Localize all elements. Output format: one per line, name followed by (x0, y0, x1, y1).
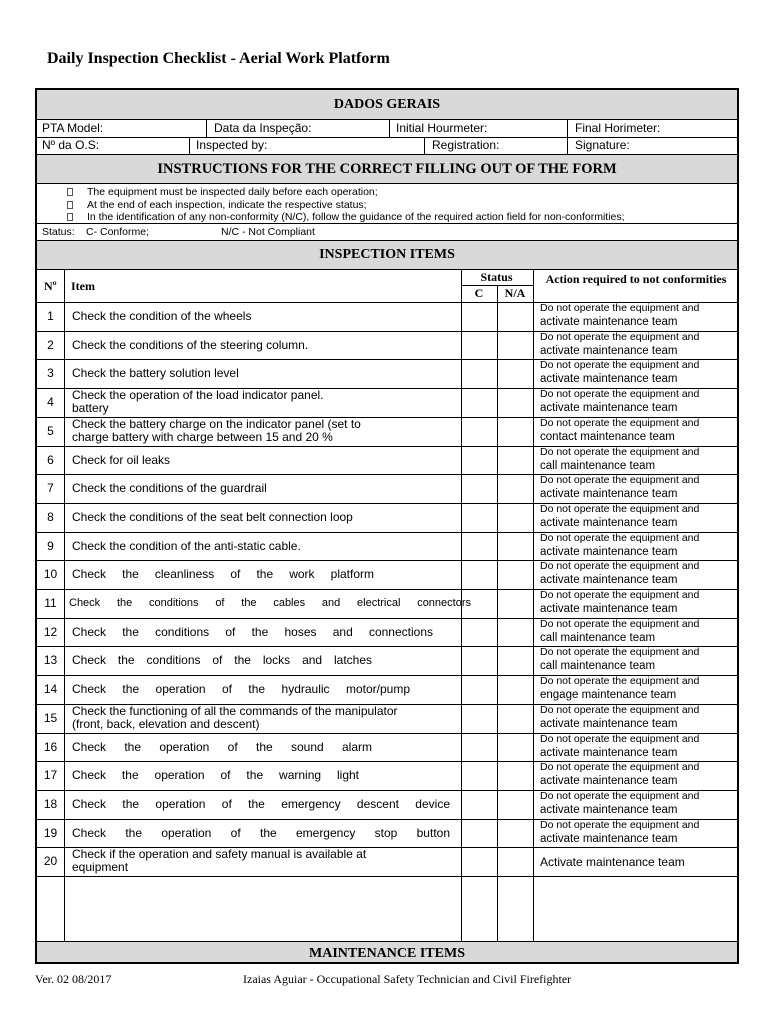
row-item-line: Check if the operation and safety manual is available at (72, 847, 367, 862)
row-number: 15 (43, 710, 58, 725)
status-na-cell[interactable] (497, 589, 533, 618)
footer-author: Izaias Aguiar - Occupational Safety Technician and Civil Firefighter (243, 972, 572, 986)
status-na-cell[interactable] (497, 560, 533, 589)
status-na-cell[interactable] (497, 302, 533, 331)
status-na-cell[interactable] (497, 646, 533, 675)
instruction-2-text: At the end of each inspection, indicate the respective status; (87, 199, 367, 211)
inspection-date-field[interactable]: Data da Inspeção: (214, 121, 312, 135)
row-action-text (540, 330, 699, 358)
final-hourmeter-field[interactable]: Final Horimeter: (575, 121, 661, 135)
status-label: Status: (42, 226, 75, 238)
action-line-2: call maintenance team (540, 631, 656, 644)
action-line-2: activate maintenance team (540, 402, 678, 415)
row-action-text (540, 502, 699, 530)
row-item-text (72, 848, 366, 874)
row-item-line: Check the operation of the load indicator panel. (72, 388, 324, 403)
status-c-cell[interactable] (461, 618, 497, 647)
instruction-1 (67, 185, 378, 199)
status-c-cell[interactable] (461, 646, 497, 675)
row-action-text (540, 387, 699, 415)
row-action-text (540, 732, 699, 760)
action-line-2: activate maintenance team (540, 603, 678, 615)
status-c-cell[interactable] (461, 675, 497, 704)
action-line-1: Do not operate the equipment and (540, 416, 700, 429)
row-action-text (540, 703, 699, 731)
action-line-1: Do not operate the equipment and (540, 531, 700, 544)
status-c-cell[interactable] (461, 388, 497, 417)
column-status-header: Status (480, 270, 513, 284)
checkbox-icon (67, 201, 73, 209)
instruction-3 (67, 210, 625, 224)
row-number: 19 (43, 825, 58, 840)
status-na-cell[interactable] (497, 417, 533, 446)
row-number: 3 (47, 366, 54, 381)
row-item-text: Check the conditions of the guardrail (72, 481, 267, 496)
action-line-1: Do not operate the equipment and (540, 818, 700, 831)
row-number: 7 (47, 481, 54, 496)
row-item-text: Check the cleanliness of the work platform (72, 567, 374, 582)
row-item-text: Check the battery solution level (72, 366, 239, 381)
inspected-by-field[interactable]: Inspected by: (196, 138, 268, 152)
action-line-2: activate maintenance team (540, 746, 678, 759)
action-line-1: Do not operate the equipment and (540, 789, 700, 802)
status-not-compliant: N/C - Not Compliant (221, 226, 315, 238)
pta-model-field[interactable]: PTA Model: (42, 121, 104, 135)
status-na-cell[interactable] (497, 446, 533, 475)
row-action-text (540, 473, 699, 501)
status-na-cell[interactable] (497, 761, 533, 790)
status-na-cell[interactable] (497, 675, 533, 704)
row-item-text: Check the operation of the sound alarm (72, 739, 372, 754)
action-line-2: call maintenance team (540, 660, 656, 673)
action-line-2: activate maintenance team (540, 803, 678, 816)
row-action-text (540, 358, 699, 386)
row-action-text (540, 617, 699, 645)
row-item-text: Check the operation of the emergency stop button (72, 825, 450, 840)
column-na-header: N/A (504, 286, 526, 300)
row-item-text: Check the operation of the hydraulic motor/pump (72, 682, 410, 697)
status-c-cell[interactable] (461, 819, 497, 848)
row-item-line: Check the functioning of all the commands of the manipulator (72, 703, 398, 718)
checklist-form (35, 88, 739, 964)
action-line-1: Do not operate the equipment and (540, 732, 700, 745)
status-c-cell[interactable] (461, 417, 497, 446)
row-action-text: Activate maintenance team (540, 855, 685, 870)
row-action-text (540, 588, 699, 616)
action-line-2: activate maintenance team (540, 516, 678, 529)
row-number: 4 (47, 395, 54, 410)
instructions-heading: INSTRUCTIONS FOR THE CORRECT FILLING OUT OF THE FORM (37, 154, 737, 184)
row-action-text (540, 416, 699, 444)
action-line-1: Do not operate the equipment and (540, 502, 700, 515)
os-number-field[interactable]: Nº da O.S: (42, 138, 100, 152)
row-number: 14 (43, 682, 58, 697)
status-c-cell[interactable] (461, 704, 497, 733)
action-line-2: contact maintenance team (540, 430, 675, 443)
row-action-text (540, 818, 699, 846)
action-line-2: activate maintenance team (540, 344, 678, 357)
status-c-cell[interactable] (461, 560, 497, 589)
initial-hourmeter-field[interactable]: Initial Hourmeter: (396, 121, 488, 135)
action-line-1: Do not operate the equipment and (540, 560, 700, 573)
row-number: 10 (43, 567, 58, 582)
action-line-2: activate maintenance team (540, 574, 678, 587)
row-number: 16 (43, 739, 58, 754)
column-c-header: C (474, 286, 484, 300)
row-number: 18 (43, 796, 58, 811)
checkbox-icon (67, 188, 73, 196)
inspection-items-heading: INSPECTION ITEMS (37, 240, 737, 270)
row-number: 5 (47, 423, 54, 438)
status-na-cell[interactable] (497, 503, 533, 532)
row-number: 17 (43, 768, 58, 783)
action-line-2: activate maintenance team (540, 545, 678, 558)
status-c-cell[interactable] (461, 302, 497, 331)
column-action-header: Action required to not conformities (545, 272, 727, 286)
row-action-text (540, 645, 699, 673)
action-line-1: Do not operate the equipment and (540, 703, 700, 716)
status-na-cell[interactable] (497, 790, 533, 819)
status-c-cell[interactable] (461, 331, 497, 360)
row-item-text: Check the operation of the warning light (72, 768, 359, 783)
row-item-text (72, 389, 324, 415)
action-line-1: Do not operate the equipment and (540, 388, 700, 401)
status-na-cell[interactable] (497, 388, 533, 417)
action-line-2: activate maintenance team (540, 832, 678, 845)
row-action-text (540, 301, 699, 329)
row-number: 1 (47, 309, 54, 323)
row-number: 2 (47, 337, 54, 352)
status-c-cell[interactable] (461, 761, 497, 790)
row-action-text (540, 559, 699, 587)
row-item-text (72, 705, 398, 731)
row-item-line: equipment (72, 860, 129, 875)
general-data-heading: DADOS GERAIS (37, 90, 737, 120)
row-number: 11 (44, 596, 57, 610)
action-line-1: Do not operate the equipment and (540, 617, 700, 630)
row-item-line: (front, back, elevation and descent) (72, 716, 260, 731)
status-na-cell[interactable] (497, 359, 533, 388)
row-action-text (540, 531, 699, 559)
action-line-1: Do not operate the equipment and (540, 646, 700, 659)
status-na-cell[interactable] (497, 532, 533, 561)
action-line-2: activate maintenance team (540, 775, 678, 788)
row-item-text: Check the conditions of the steering column. (72, 337, 309, 352)
status-conforme: C- Conforme; (86, 226, 150, 238)
status-c-cell[interactable] (461, 359, 497, 388)
row-item-line: battery (72, 401, 109, 416)
row-action-text (540, 789, 699, 817)
status-na-cell[interactable] (497, 331, 533, 360)
row-number: 20 (43, 854, 58, 869)
row-item-text: Check for oil leaks (72, 452, 171, 467)
row-number: 13 (43, 653, 58, 668)
status-c-cell[interactable] (461, 589, 497, 618)
row-action-text (540, 674, 699, 702)
row-item-text: Check the condition of the wheels (72, 309, 252, 323)
instruction-3-text: In the identification of any non-conformity (N/C), follow the guidance of the required action field for non-conformities; (87, 211, 625, 223)
row-number: 12 (43, 624, 58, 639)
column-item-header: Item (71, 279, 95, 293)
document-title: Daily Inspection Checklist - Aerial Work Platform (47, 50, 390, 67)
column-number-header: Nº (44, 279, 57, 293)
row-action-text (540, 760, 699, 788)
status-c-cell[interactable] (461, 474, 497, 503)
status-c-cell[interactable] (461, 790, 497, 819)
status-na-cell[interactable] (497, 733, 533, 762)
row-item-text (72, 418, 361, 444)
row-item-line: charge battery with charge between 15 and 20 % (72, 429, 333, 444)
status-c-cell[interactable] (461, 446, 497, 475)
row-item-text: Check the conditions of the seat belt connection loop (72, 509, 353, 524)
row-number: 9 (47, 538, 54, 553)
status-c-cell[interactable] (461, 503, 497, 532)
checkbox-icon (67, 213, 73, 221)
action-line-2: activate maintenance team (540, 717, 678, 730)
signature-field[interactable]: Signature: (575, 138, 630, 152)
action-line-1: Do not operate the equipment and (540, 761, 700, 774)
row-item-line: Check the battery charge on the indicator panel (set to (72, 416, 361, 431)
action-line-1: Do not operate the equipment and (540, 589, 700, 601)
row-number: 8 (47, 509, 54, 524)
action-line-2: engage maintenance team (540, 689, 677, 702)
status-na-cell[interactable] (497, 704, 533, 733)
footer-version: Ver. 02 08/2017 (35, 972, 112, 986)
status-c-cell[interactable] (461, 847, 497, 876)
action-line-1: Do not operate the equipment and (540, 445, 700, 458)
status-na-cell[interactable] (497, 819, 533, 848)
row-action-text (540, 445, 699, 473)
action-line-2: activate maintenance team (540, 488, 678, 501)
row-item-text: Check the conditions of the hoses and connections (72, 624, 433, 639)
row-item-text: Check the conditions of the locks and latches (72, 653, 372, 668)
status-c-cell[interactable] (461, 532, 497, 561)
row-item-text: Check the conditions of the cables and electrical connectors (69, 597, 471, 609)
action-line-2: call maintenance team (540, 459, 656, 472)
action-line-1: Do not operate the equipment and (540, 330, 700, 343)
status-na-cell[interactable] (497, 847, 533, 876)
status-na-cell[interactable] (497, 618, 533, 647)
action-line-1: Do not operate the equipment and (540, 675, 700, 688)
row-item-text: Check the operation of the emergency descent device (72, 796, 450, 811)
action-line-1: Do not operate the equipment and (540, 474, 700, 487)
registration-field[interactable]: Registration: (432, 138, 500, 152)
status-na-cell[interactable] (497, 474, 533, 503)
status-c-cell[interactable] (461, 733, 497, 762)
action-line-1: Do not operate the equipment and (540, 359, 700, 372)
action-line-2: activate maintenance team (540, 316, 678, 328)
action-line-2: activate maintenance team (540, 373, 678, 386)
maintenance-items-heading: MAINTENANCE ITEMS (37, 941, 737, 964)
row-number: 6 (47, 452, 54, 467)
action-line-1: Do not operate the equipment and (540, 302, 700, 314)
row-item-text: Check the condition of the anti-static cable. (72, 538, 301, 553)
instruction-1-text: The equipment must be inspected daily before each operation; (87, 186, 378, 198)
